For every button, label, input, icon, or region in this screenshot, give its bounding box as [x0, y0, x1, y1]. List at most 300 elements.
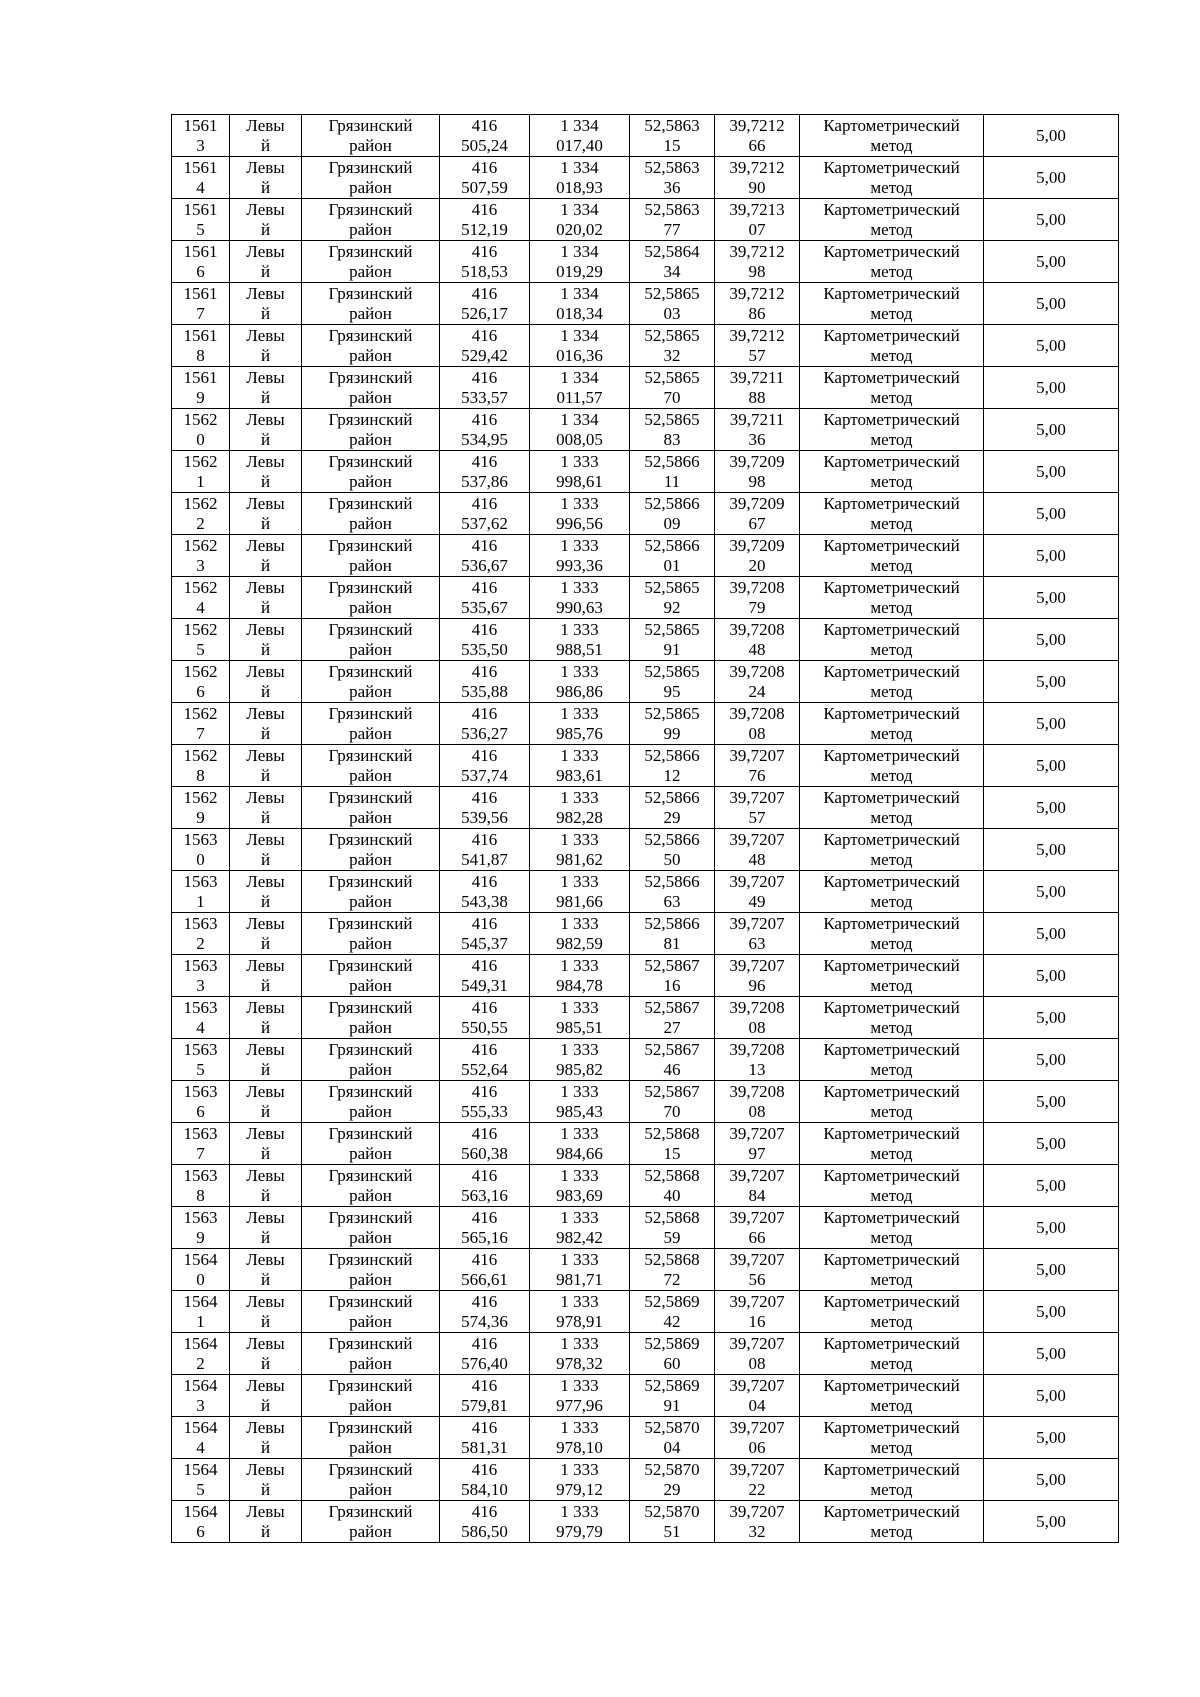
x-coordinate-cell-line: 541,87: [461, 849, 508, 869]
side-cell-line: Левы: [246, 157, 285, 177]
method-cell-line: метод: [870, 513, 913, 533]
point-number-cell: [172, 661, 230, 703]
longitude-cell-line: 39,7207: [729, 1249, 785, 1269]
y-coordinate-cell-line: 019,29: [556, 261, 603, 281]
y-coordinate-cell-line: 985,51: [556, 1017, 603, 1037]
x-coordinate-cell: [440, 1165, 530, 1207]
y-coordinate-cell-line: 1 333: [560, 619, 599, 639]
point-number-cell-line: 1563: [183, 871, 218, 891]
y-coordinate-cell-line: 985,43: [556, 1101, 603, 1121]
x-coordinate-cell-line: 536,67: [461, 555, 508, 575]
table-body: [172, 115, 1119, 1543]
side-cell-line: й: [260, 1353, 271, 1373]
longitude-cell-line: 39,7207: [729, 1291, 785, 1311]
table-row: [172, 829, 1119, 871]
y-coordinate-cell-line: 979,12: [556, 1479, 603, 1499]
point-number-cell-line: 7: [196, 1143, 205, 1163]
side-cell-line: й: [260, 429, 271, 449]
point-number-cell-line: 1564: [183, 1417, 218, 1437]
y-coordinate-cell-line: 983,69: [556, 1185, 603, 1205]
x-coordinate-cell-line: 549,31: [461, 975, 508, 995]
y-coordinate-cell-line: 982,59: [556, 933, 603, 953]
point-number-cell: [172, 1039, 230, 1081]
longitude-cell-line: 36: [748, 429, 766, 449]
side-cell-line: й: [260, 807, 271, 827]
method-cell: [800, 283, 984, 325]
method-cell-line: Картометрический: [823, 955, 960, 975]
accuracy-cell: [984, 577, 1119, 619]
accuracy-cell-value: 5,00: [1036, 125, 1066, 145]
district-cell-line: район: [349, 1017, 392, 1037]
method-cell-line: Картометрический: [823, 1375, 960, 1395]
side-cell-line: й: [260, 1437, 271, 1457]
method-cell: [800, 577, 984, 619]
district-cell: [302, 367, 440, 409]
district-cell-line: район: [349, 891, 392, 911]
method-cell: [800, 1165, 984, 1207]
point-number-cell-line: 9: [196, 807, 205, 827]
longitude-cell: [715, 871, 800, 913]
accuracy-cell-value: 5,00: [1036, 377, 1066, 397]
district-cell: [302, 1291, 440, 1333]
method-cell-line: Картометрический: [823, 1081, 960, 1101]
method-cell: [800, 1207, 984, 1249]
longitude-cell: [715, 1501, 800, 1543]
latitude-cell: [630, 367, 715, 409]
x-coordinate-cell-line: 566,61: [461, 1269, 508, 1289]
latitude-cell-line: 12: [663, 765, 681, 785]
accuracy-cell-value: 5,00: [1036, 335, 1066, 355]
side-cell-line: Левы: [246, 1375, 285, 1395]
x-coordinate-cell: [440, 787, 530, 829]
district-cell-line: Грязинский: [328, 367, 413, 387]
latitude-cell: [630, 1291, 715, 1333]
side-cell-line: Левы: [246, 1333, 285, 1353]
longitude-cell: [715, 493, 800, 535]
longitude-cell-line: 39,7212: [729, 241, 785, 261]
point-number-cell-line: 1564: [183, 1333, 218, 1353]
side-cell-line: Левы: [246, 913, 285, 933]
method-cell: [800, 1375, 984, 1417]
y-coordinate-cell: [530, 1417, 630, 1459]
district-cell-line: район: [349, 1353, 392, 1373]
method-cell-line: метод: [870, 1479, 913, 1499]
district-cell: [302, 1249, 440, 1291]
accuracy-cell-value: 5,00: [1036, 671, 1066, 691]
accuracy-cell-value: 5,00: [1036, 629, 1066, 649]
x-coordinate-cell-line: 416: [471, 745, 498, 765]
accuracy-cell-value: 5,00: [1036, 1133, 1066, 1153]
accuracy-cell: [984, 871, 1119, 913]
y-coordinate-cell-line: 018,34: [556, 303, 603, 323]
longitude-cell: [715, 661, 800, 703]
latitude-cell-line: 59: [663, 1227, 681, 1247]
y-coordinate-cell-line: 1 333: [560, 1081, 599, 1101]
latitude-cell-line: 42: [663, 1311, 681, 1331]
latitude-cell-line: 32: [663, 345, 681, 365]
district-cell-line: район: [349, 849, 392, 869]
district-cell-line: район: [349, 1521, 392, 1541]
district-cell: [302, 829, 440, 871]
x-coordinate-cell-line: 416: [471, 703, 498, 723]
y-coordinate-cell-line: 1 333: [560, 745, 599, 765]
table-row: [172, 745, 1119, 787]
latitude-cell-line: 36: [663, 177, 681, 197]
method-cell-line: Картометрический: [823, 1207, 960, 1227]
y-coordinate-cell: [530, 409, 630, 451]
side-cell-line: й: [260, 891, 271, 911]
district-cell: [302, 661, 440, 703]
latitude-cell: [630, 409, 715, 451]
table-row: [172, 871, 1119, 913]
method-cell-line: Картометрический: [823, 325, 960, 345]
side-cell-line: Левы: [246, 199, 285, 219]
longitude-cell-line: 39,7207: [729, 1375, 785, 1395]
method-cell-line: Картометрический: [823, 577, 960, 597]
accuracy-cell-value: 5,00: [1036, 965, 1066, 985]
latitude-cell-line: 52,5868: [644, 1249, 700, 1269]
accuracy-cell-value: 5,00: [1036, 755, 1066, 775]
y-coordinate-cell: [530, 451, 630, 493]
y-coordinate-cell: [530, 199, 630, 241]
x-coordinate-cell: [440, 241, 530, 283]
point-number-cell: [172, 955, 230, 997]
x-coordinate-cell: [440, 913, 530, 955]
side-cell-line: й: [260, 1521, 271, 1541]
x-coordinate-cell-line: 416: [471, 409, 498, 429]
point-number-cell-line: 5: [196, 1479, 205, 1499]
district-cell-line: район: [349, 765, 392, 785]
district-cell: [302, 1165, 440, 1207]
side-cell: [230, 451, 302, 493]
district-cell-line: район: [349, 429, 392, 449]
point-number-cell-line: 1561: [183, 367, 218, 387]
y-coordinate-cell-line: 1 333: [560, 493, 599, 513]
side-cell-line: й: [260, 975, 271, 995]
longitude-cell: [715, 955, 800, 997]
latitude-cell-line: 51: [663, 1521, 681, 1541]
district-cell: [302, 1501, 440, 1543]
longitude-cell-line: 08: [748, 1353, 766, 1373]
longitude-cell-line: 39,7208: [729, 661, 785, 681]
method-cell-line: Картометрический: [823, 1459, 960, 1479]
point-number-cell: [172, 1081, 230, 1123]
latitude-cell-line: 03: [663, 303, 681, 323]
point-number-cell-line: 0: [196, 849, 205, 869]
side-cell-line: Левы: [246, 955, 285, 975]
point-number-cell: [172, 241, 230, 283]
longitude-cell-line: 39,7208: [729, 1081, 785, 1101]
side-cell-line: Левы: [246, 703, 285, 723]
district-cell-line: Грязинский: [328, 955, 413, 975]
x-coordinate-cell: [440, 661, 530, 703]
district-cell-line: Грязинский: [328, 1123, 413, 1143]
latitude-cell: [630, 1249, 715, 1291]
longitude-cell-line: 32: [748, 1521, 766, 1541]
side-cell-line: Левы: [246, 1249, 285, 1269]
district-cell-line: Грязинский: [328, 241, 413, 261]
point-number-cell: [172, 1333, 230, 1375]
y-coordinate-cell-line: 1 333: [560, 1123, 599, 1143]
longitude-cell-line: 66: [748, 135, 766, 155]
district-cell: [302, 1417, 440, 1459]
latitude-cell-line: 15: [663, 1143, 681, 1163]
point-number-cell-line: 6: [196, 1101, 205, 1121]
y-coordinate-cell: [530, 829, 630, 871]
point-number-cell: [172, 115, 230, 157]
side-cell-line: Левы: [246, 1039, 285, 1059]
district-cell: [302, 619, 440, 661]
y-coordinate-cell-line: 1 333: [560, 955, 599, 975]
method-cell-line: метод: [870, 807, 913, 827]
point-number-cell-line: 1: [196, 891, 205, 911]
latitude-cell: [630, 535, 715, 577]
method-cell: [800, 745, 984, 787]
accuracy-cell: [984, 1081, 1119, 1123]
latitude-cell: [630, 1207, 715, 1249]
accuracy-cell: [984, 241, 1119, 283]
method-cell-line: метод: [870, 1017, 913, 1037]
y-coordinate-cell: [530, 913, 630, 955]
latitude-cell-line: 52,5870: [644, 1501, 700, 1521]
district-cell-line: Грязинский: [328, 1291, 413, 1311]
accuracy-cell-value: 5,00: [1036, 587, 1066, 607]
accuracy-cell: [984, 115, 1119, 157]
point-number-cell: [172, 1123, 230, 1165]
longitude-cell: [715, 451, 800, 493]
longitude-cell: [715, 1249, 800, 1291]
longitude-cell-line: 24: [748, 681, 766, 701]
method-cell-line: Картометрический: [823, 409, 960, 429]
y-coordinate-cell: [530, 367, 630, 409]
method-cell-line: метод: [870, 1311, 913, 1331]
y-coordinate-cell-line: 977,96: [556, 1395, 603, 1415]
accuracy-cell: [984, 1333, 1119, 1375]
longitude-cell-line: 88: [748, 387, 766, 407]
longitude-cell-line: 39,7212: [729, 157, 785, 177]
method-cell: [800, 871, 984, 913]
accuracy-cell-value: 5,00: [1036, 713, 1066, 733]
point-number-cell-line: 1563: [183, 1165, 218, 1185]
latitude-cell: [630, 157, 715, 199]
longitude-cell: [715, 199, 800, 241]
method-cell-line: Картометрический: [823, 829, 960, 849]
accuracy-cell: [984, 829, 1119, 871]
latitude-cell-line: 81: [663, 933, 681, 953]
y-coordinate-cell-line: 985,82: [556, 1059, 603, 1079]
side-cell-line: Левы: [246, 661, 285, 681]
longitude-cell-line: 39,7212: [729, 115, 785, 135]
district-cell-line: район: [349, 1269, 392, 1289]
method-cell-line: метод: [870, 597, 913, 617]
table-row: [172, 157, 1119, 199]
x-coordinate-cell-line: 416: [471, 1291, 498, 1311]
method-cell: [800, 409, 984, 451]
district-cell: [302, 577, 440, 619]
latitude-cell-line: 52,5863: [644, 199, 700, 219]
point-number-cell-line: 1564: [183, 1459, 218, 1479]
district-cell-line: Грязинский: [328, 829, 413, 849]
side-cell-line: Левы: [246, 115, 285, 135]
point-number-cell-line: 9: [196, 387, 205, 407]
district-cell-line: район: [349, 1143, 392, 1163]
side-cell-line: Левы: [246, 1417, 285, 1437]
x-coordinate-cell-line: 537,62: [461, 513, 508, 533]
district-cell-line: район: [349, 639, 392, 659]
accuracy-cell-value: 5,00: [1036, 209, 1066, 229]
x-coordinate-cell-line: 416: [471, 493, 498, 513]
accuracy-cell-value: 5,00: [1036, 1469, 1066, 1489]
method-cell-line: Картометрический: [823, 997, 960, 1017]
accuracy-cell: [984, 157, 1119, 199]
method-cell: [800, 661, 984, 703]
accuracy-cell-value: 5,00: [1036, 1427, 1066, 1447]
x-coordinate-cell-line: 574,36: [461, 1311, 508, 1331]
district-cell-line: район: [349, 1059, 392, 1079]
longitude-cell-line: 39,7207: [729, 1207, 785, 1227]
y-coordinate-cell-line: 983,61: [556, 765, 603, 785]
point-number-cell-line: 1562: [183, 787, 218, 807]
method-cell: [800, 997, 984, 1039]
district-cell-line: Грязинский: [328, 1249, 413, 1269]
side-cell-line: й: [260, 1227, 271, 1247]
x-coordinate-cell-line: 416: [471, 787, 498, 807]
method-cell-line: метод: [870, 681, 913, 701]
method-cell-line: Картометрический: [823, 199, 960, 219]
point-number-cell-line: 4: [196, 597, 205, 617]
district-cell-line: Грязинский: [328, 409, 413, 429]
latitude-cell-line: 52,5869: [644, 1333, 700, 1353]
longitude-cell-line: 39,7213: [729, 199, 785, 219]
latitude-cell-line: 52,5868: [644, 1207, 700, 1227]
table-row: [172, 913, 1119, 955]
longitude-cell: [715, 997, 800, 1039]
y-coordinate-cell-line: 1 333: [560, 913, 599, 933]
point-number-cell: [172, 871, 230, 913]
y-coordinate-cell-line: 978,91: [556, 1311, 603, 1331]
y-coordinate-cell: [530, 1375, 630, 1417]
coordinates-table: [171, 114, 1119, 1543]
longitude-cell: [715, 325, 800, 367]
table-row: [172, 997, 1119, 1039]
y-coordinate-cell-line: 1 333: [560, 829, 599, 849]
side-cell-line: Левы: [246, 577, 285, 597]
district-cell-line: Грязинский: [328, 451, 413, 471]
x-coordinate-cell-line: 416: [471, 1333, 498, 1353]
point-number-cell-line: 5: [196, 639, 205, 659]
accuracy-cell-value: 5,00: [1036, 461, 1066, 481]
longitude-cell-line: 39,7208: [729, 619, 785, 639]
district-cell-line: район: [349, 1185, 392, 1205]
method-cell-line: Картометрический: [823, 1165, 960, 1185]
point-number-cell-line: 3: [196, 135, 205, 155]
longitude-cell-line: 39,7209: [729, 451, 785, 471]
longitude-cell-line: 97: [748, 1143, 766, 1163]
side-cell: [230, 997, 302, 1039]
point-number-cell: [172, 1375, 230, 1417]
side-cell: [230, 829, 302, 871]
latitude-cell-line: 52,5866: [644, 829, 700, 849]
district-cell-line: Грязинский: [328, 283, 413, 303]
latitude-cell-line: 52,5869: [644, 1375, 700, 1395]
y-coordinate-cell-line: 018,93: [556, 177, 603, 197]
method-cell-line: Картометрический: [823, 787, 960, 807]
district-cell: [302, 913, 440, 955]
longitude-cell: [715, 577, 800, 619]
x-coordinate-cell: [440, 199, 530, 241]
longitude-cell-line: 39,7207: [729, 745, 785, 765]
x-coordinate-cell-line: 565,16: [461, 1227, 508, 1247]
district-cell: [302, 1081, 440, 1123]
x-coordinate-cell: [440, 451, 530, 493]
method-cell-line: метод: [870, 1269, 913, 1289]
longitude-cell: [715, 619, 800, 661]
latitude-cell-line: 52,5865: [644, 367, 700, 387]
district-cell-line: Грязинский: [328, 325, 413, 345]
method-cell-line: Картометрический: [823, 493, 960, 513]
table-row: [172, 1501, 1119, 1543]
accuracy-cell: [984, 913, 1119, 955]
y-coordinate-cell-line: 981,71: [556, 1269, 603, 1289]
accuracy-cell: [984, 367, 1119, 409]
x-coordinate-cell-line: 535,67: [461, 597, 508, 617]
side-cell-line: Левы: [246, 1291, 285, 1311]
latitude-cell-line: 34: [663, 261, 681, 281]
table-row: [172, 241, 1119, 283]
x-coordinate-cell-line: 534,95: [461, 429, 508, 449]
longitude-cell: [715, 115, 800, 157]
accuracy-cell: [984, 325, 1119, 367]
accuracy-cell: [984, 1417, 1119, 1459]
longitude-cell: [715, 703, 800, 745]
point-number-cell-line: 5: [196, 219, 205, 239]
point-number-cell: [172, 1249, 230, 1291]
table-row: [172, 1459, 1119, 1501]
table-row: [172, 1039, 1119, 1081]
x-coordinate-cell-line: 416: [471, 829, 498, 849]
y-coordinate-cell-line: 1 334: [560, 409, 599, 429]
latitude-cell-line: 77: [663, 219, 681, 239]
x-coordinate-cell-line: 416: [471, 1459, 498, 1479]
x-coordinate-cell-line: 416: [471, 577, 498, 597]
longitude-cell-line: 39,7211: [729, 409, 785, 429]
table-row: [172, 283, 1119, 325]
point-number-cell-line: 6: [196, 1521, 205, 1541]
y-coordinate-cell-line: 979,79: [556, 1521, 603, 1541]
x-coordinate-cell: [440, 745, 530, 787]
latitude-cell-line: 27: [663, 1017, 681, 1037]
district-cell-line: Грязинский: [328, 619, 413, 639]
district-cell-line: район: [349, 1227, 392, 1247]
table-row: [172, 1207, 1119, 1249]
method-cell: [800, 829, 984, 871]
latitude-cell: [630, 787, 715, 829]
district-cell: [302, 1039, 440, 1081]
side-cell: [230, 1501, 302, 1543]
y-coordinate-cell-line: 1 333: [560, 871, 599, 891]
table-row: [172, 451, 1119, 493]
method-cell: [800, 241, 984, 283]
district-cell-line: Грязинский: [328, 1333, 413, 1353]
method-cell-line: Картометрический: [823, 661, 960, 681]
point-number-cell-line: 1562: [183, 535, 218, 555]
point-number-cell-line: 1564: [183, 1501, 218, 1521]
longitude-cell-line: 39,7207: [729, 1459, 785, 1479]
table-row: [172, 115, 1119, 157]
side-cell-line: й: [260, 1017, 271, 1037]
method-cell: [800, 1081, 984, 1123]
side-cell-line: й: [260, 135, 271, 155]
